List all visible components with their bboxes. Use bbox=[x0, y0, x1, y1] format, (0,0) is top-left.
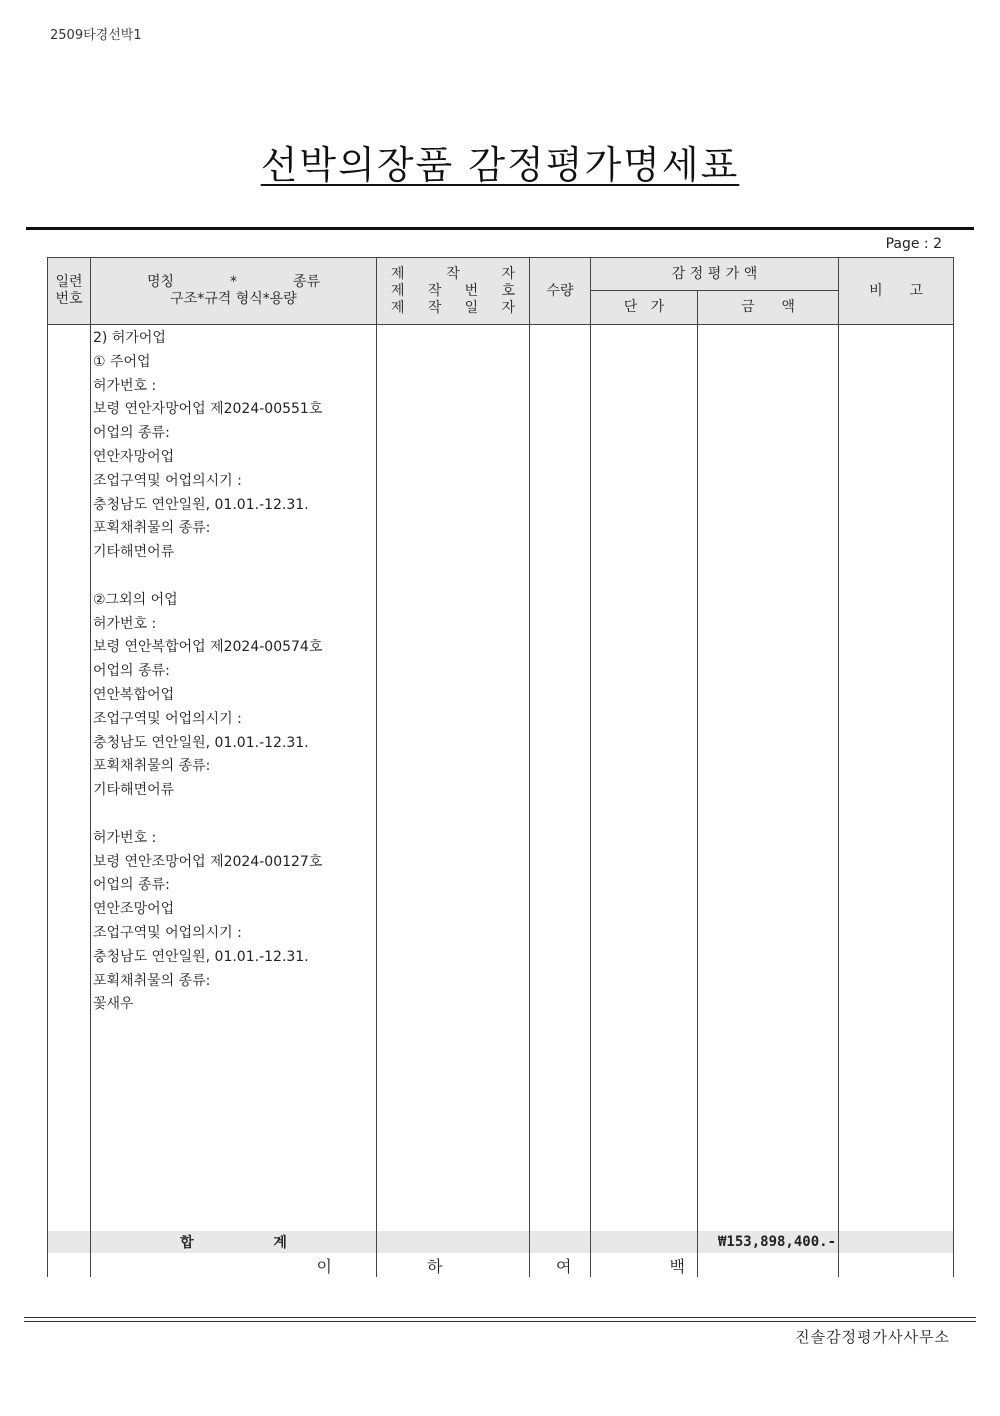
description-line: 충청남도 연안일원, 01.01.-12.31. bbox=[93, 948, 309, 965]
description-line bbox=[93, 565, 376, 589]
header-name-b: * bbox=[230, 274, 237, 290]
cell-remarks bbox=[839, 325, 954, 1232]
document-title-text: 선박의장품 감정평가명세표 bbox=[260, 143, 740, 187]
page-number: Page : 2 bbox=[885, 236, 942, 252]
description-line: 충청남도 연안일원, 01.01.-12.31. bbox=[93, 496, 309, 513]
words-cell-4: 백 bbox=[591, 1253, 698, 1277]
header-serial-line1: 일련 bbox=[55, 274, 83, 290]
cell-quantity bbox=[530, 325, 591, 1232]
description-line: 포획채취물의 종류: bbox=[93, 520, 211, 537]
description-line: 연안자망어업 bbox=[93, 448, 175, 465]
header-unit-price: 단 가 bbox=[591, 291, 698, 325]
description-line: 꽃새우 bbox=[93, 996, 134, 1013]
header-maker bbox=[377, 258, 530, 325]
table-header-row bbox=[48, 258, 954, 291]
total-label-1: 합 bbox=[180, 1235, 194, 1251]
header-serial bbox=[48, 258, 91, 325]
total-label bbox=[91, 1231, 377, 1253]
header-name-line2: 구조*규격 형식*용량 bbox=[170, 291, 297, 307]
document-title bbox=[0, 134, 1000, 189]
total-label-2: 계 bbox=[273, 1235, 287, 1251]
description-line: 연안조망어업 bbox=[93, 901, 175, 918]
words-cell-2: 하 bbox=[377, 1253, 530, 1277]
total-maker bbox=[377, 1231, 530, 1253]
description-line: 허가번호 : bbox=[93, 615, 157, 632]
header-maker-line1: 제 작 자 bbox=[391, 265, 515, 282]
words-cell-6 bbox=[839, 1253, 954, 1277]
description-line: 허가번호 : bbox=[93, 377, 157, 394]
description-line: 어업의 종류: bbox=[93, 663, 170, 680]
total-quantity bbox=[530, 1231, 591, 1253]
description-line: 조업구역및 어업의시기 : bbox=[93, 472, 242, 489]
bottom-rule-lower bbox=[24, 1321, 976, 1322]
cell-unit-price bbox=[591, 325, 698, 1232]
header-name-line1 bbox=[91, 274, 376, 291]
description-line: 어업의 종류: bbox=[93, 877, 170, 894]
description-line: 허가번호 : bbox=[93, 829, 157, 846]
words-serial bbox=[48, 1253, 91, 1277]
document-code: 2509타경선박1 bbox=[50, 28, 142, 43]
words-cell-5 bbox=[698, 1253, 839, 1277]
office-name: 진솔감정평가사사무소 bbox=[795, 1328, 950, 1346]
total-remarks bbox=[839, 1231, 954, 1253]
appraisal-table bbox=[47, 257, 953, 1277]
description-line: 기타해면어류 bbox=[93, 782, 175, 799]
header-appraisal: 감 정 평 가 액 bbox=[591, 258, 839, 291]
description-lines bbox=[91, 325, 376, 1017]
header-maker-line2: 제 작 번 호 bbox=[391, 282, 515, 299]
words-cell-1: 이 bbox=[91, 1253, 377, 1277]
description-line: 보령 연안조망어업 제2024-00127호 bbox=[93, 853, 323, 870]
bottom-rule-upper bbox=[24, 1317, 976, 1318]
header-serial-line2: 번호 bbox=[55, 291, 83, 307]
total-row bbox=[48, 1231, 954, 1253]
cell-serial bbox=[48, 325, 91, 1232]
header-name bbox=[91, 258, 377, 325]
description-line: ① 주어업 bbox=[93, 353, 151, 370]
total-serial bbox=[48, 1231, 91, 1253]
header-remarks: 비 고 bbox=[839, 258, 954, 325]
description-line: 충청남도 연안일원, 01.01.-12.31. bbox=[93, 734, 309, 751]
description-line: ②그외의 어업 bbox=[93, 591, 178, 608]
cell-amount bbox=[698, 325, 839, 1232]
cell-maker bbox=[377, 325, 530, 1232]
total-amount: ₩153,898,400.- bbox=[698, 1231, 839, 1253]
header-name-c: 종류 bbox=[293, 274, 321, 290]
header-maker-line3: 제 작 일 자 bbox=[391, 299, 515, 316]
cell-description bbox=[91, 325, 377, 1232]
top-rule bbox=[26, 227, 974, 230]
description-line bbox=[93, 803, 376, 827]
total-unit-price bbox=[591, 1231, 698, 1253]
description-line: 조업구역및 어업의시기 : bbox=[93, 710, 242, 727]
header-amount: 금 액 bbox=[698, 291, 839, 325]
description-line: 보령 연안자망어업 제2024-00551호 bbox=[93, 401, 323, 418]
description-line: 어업의 종류: bbox=[93, 425, 170, 442]
description-line: 기타해면어류 bbox=[93, 544, 175, 561]
header-quantity: 수량 bbox=[530, 258, 591, 325]
description-line: 조업구역및 어업의시기 : bbox=[93, 924, 242, 941]
words-cell-3: 여 bbox=[530, 1253, 591, 1277]
words-row bbox=[48, 1253, 954, 1277]
table-body-row bbox=[48, 325, 954, 1232]
description-line: 포획채취물의 종류: bbox=[93, 972, 211, 989]
description-line: 보령 연안복합어업 제2024-00574호 bbox=[93, 639, 323, 656]
description-line: 연안복합어업 bbox=[93, 686, 175, 703]
description-line: 2) 허가어업 bbox=[93, 330, 166, 346]
header-name-a: 명칭 bbox=[146, 274, 174, 290]
description-line: 포획채취물의 종류: bbox=[93, 758, 211, 775]
